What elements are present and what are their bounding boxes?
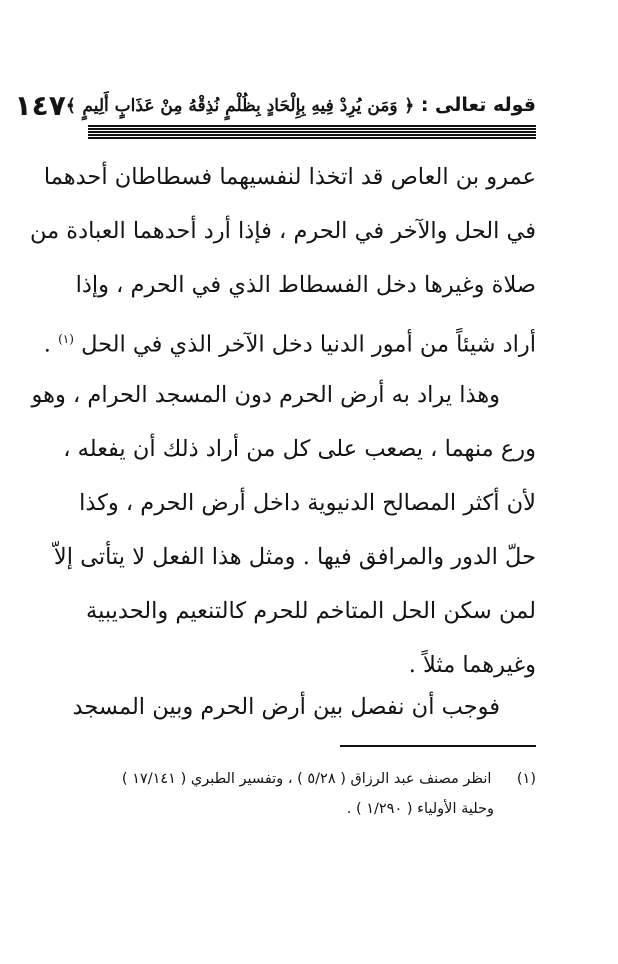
footnote-line: وحلية الأولياء ( ١/٢٩٠ ) .: [346, 801, 494, 817]
header-rule: [88, 125, 536, 139]
text-line: فوجب أن نفصل بين أرض الحرم وبين المسجد: [72, 694, 500, 720]
text-line: ورع منهما ، يصعب على كل من أراد ذلك أن يفعله ،: [63, 436, 536, 462]
footnote-separator: [340, 745, 536, 747]
text-line: وهذا يراد به أرض الحرم دون المسجد الحرام ، وهو: [31, 382, 500, 408]
sentence-end: .: [43, 331, 51, 358]
running-title: [66, 94, 536, 116]
paragraph-3: [72, 680, 536, 734]
footnote-reference: (١): [58, 332, 74, 346]
footnote-number: (١): [516, 771, 536, 787]
paragraph-1: [29, 150, 536, 366]
paragraph-2: [31, 368, 536, 692]
text-line: في الحل والآخر في الحرم ، فإذا أرد أحدهما العبادة من: [29, 218, 536, 244]
text-line-content: أراد شيئاً من أمور الدنيا دخل الآخر الذي في الحل: [81, 331, 536, 358]
verse-text: وَمَن يُرِدْ فِيهِ بِإِلْحَادٍ بِظُلْمٍ نُذِقْهُ مِنْ عَذَابٍ أَلِيمٍ: [82, 96, 398, 116]
footnote-text: انظر مصنف عبد الرزاق ( ٥/٢٨ ) ، وتفسير الطبري ( ١٧/١٤١ ): [121, 771, 492, 787]
text-line: عمرو بن العاص قد اتخذا لنفسيهما فسطاطان أحدهما: [43, 164, 536, 190]
text-line: لمن سكن الحل المتاخم للحرم كالتنعيم والحديبية: [86, 598, 536, 624]
page-header: [14, 88, 536, 122]
text-line: لأن أكثر المصالح الدنيوية داخل أرض الحرم ، وكذا: [79, 490, 536, 516]
text-line: [43, 312, 536, 366]
text-line: وغيرهما مثلاً .: [408, 652, 536, 678]
running-title-label: قوله تعالى :: [420, 94, 536, 116]
footnote-line: [86, 764, 536, 794]
text-line: صلاة وغيرها دخل الفسطاط الذي في الحرم ، وإذا: [75, 272, 536, 298]
text-line: حلّ الدور والمرافق فيها . ومثل هذا الفعل لا يتأتى إلاّ: [53, 544, 536, 570]
verse-bracket-close: ﴾: [65, 96, 76, 116]
verse-bracket-open: ﴿: [404, 96, 415, 116]
footnote: [86, 764, 536, 824]
page-number: ١٤٧: [14, 88, 66, 122]
